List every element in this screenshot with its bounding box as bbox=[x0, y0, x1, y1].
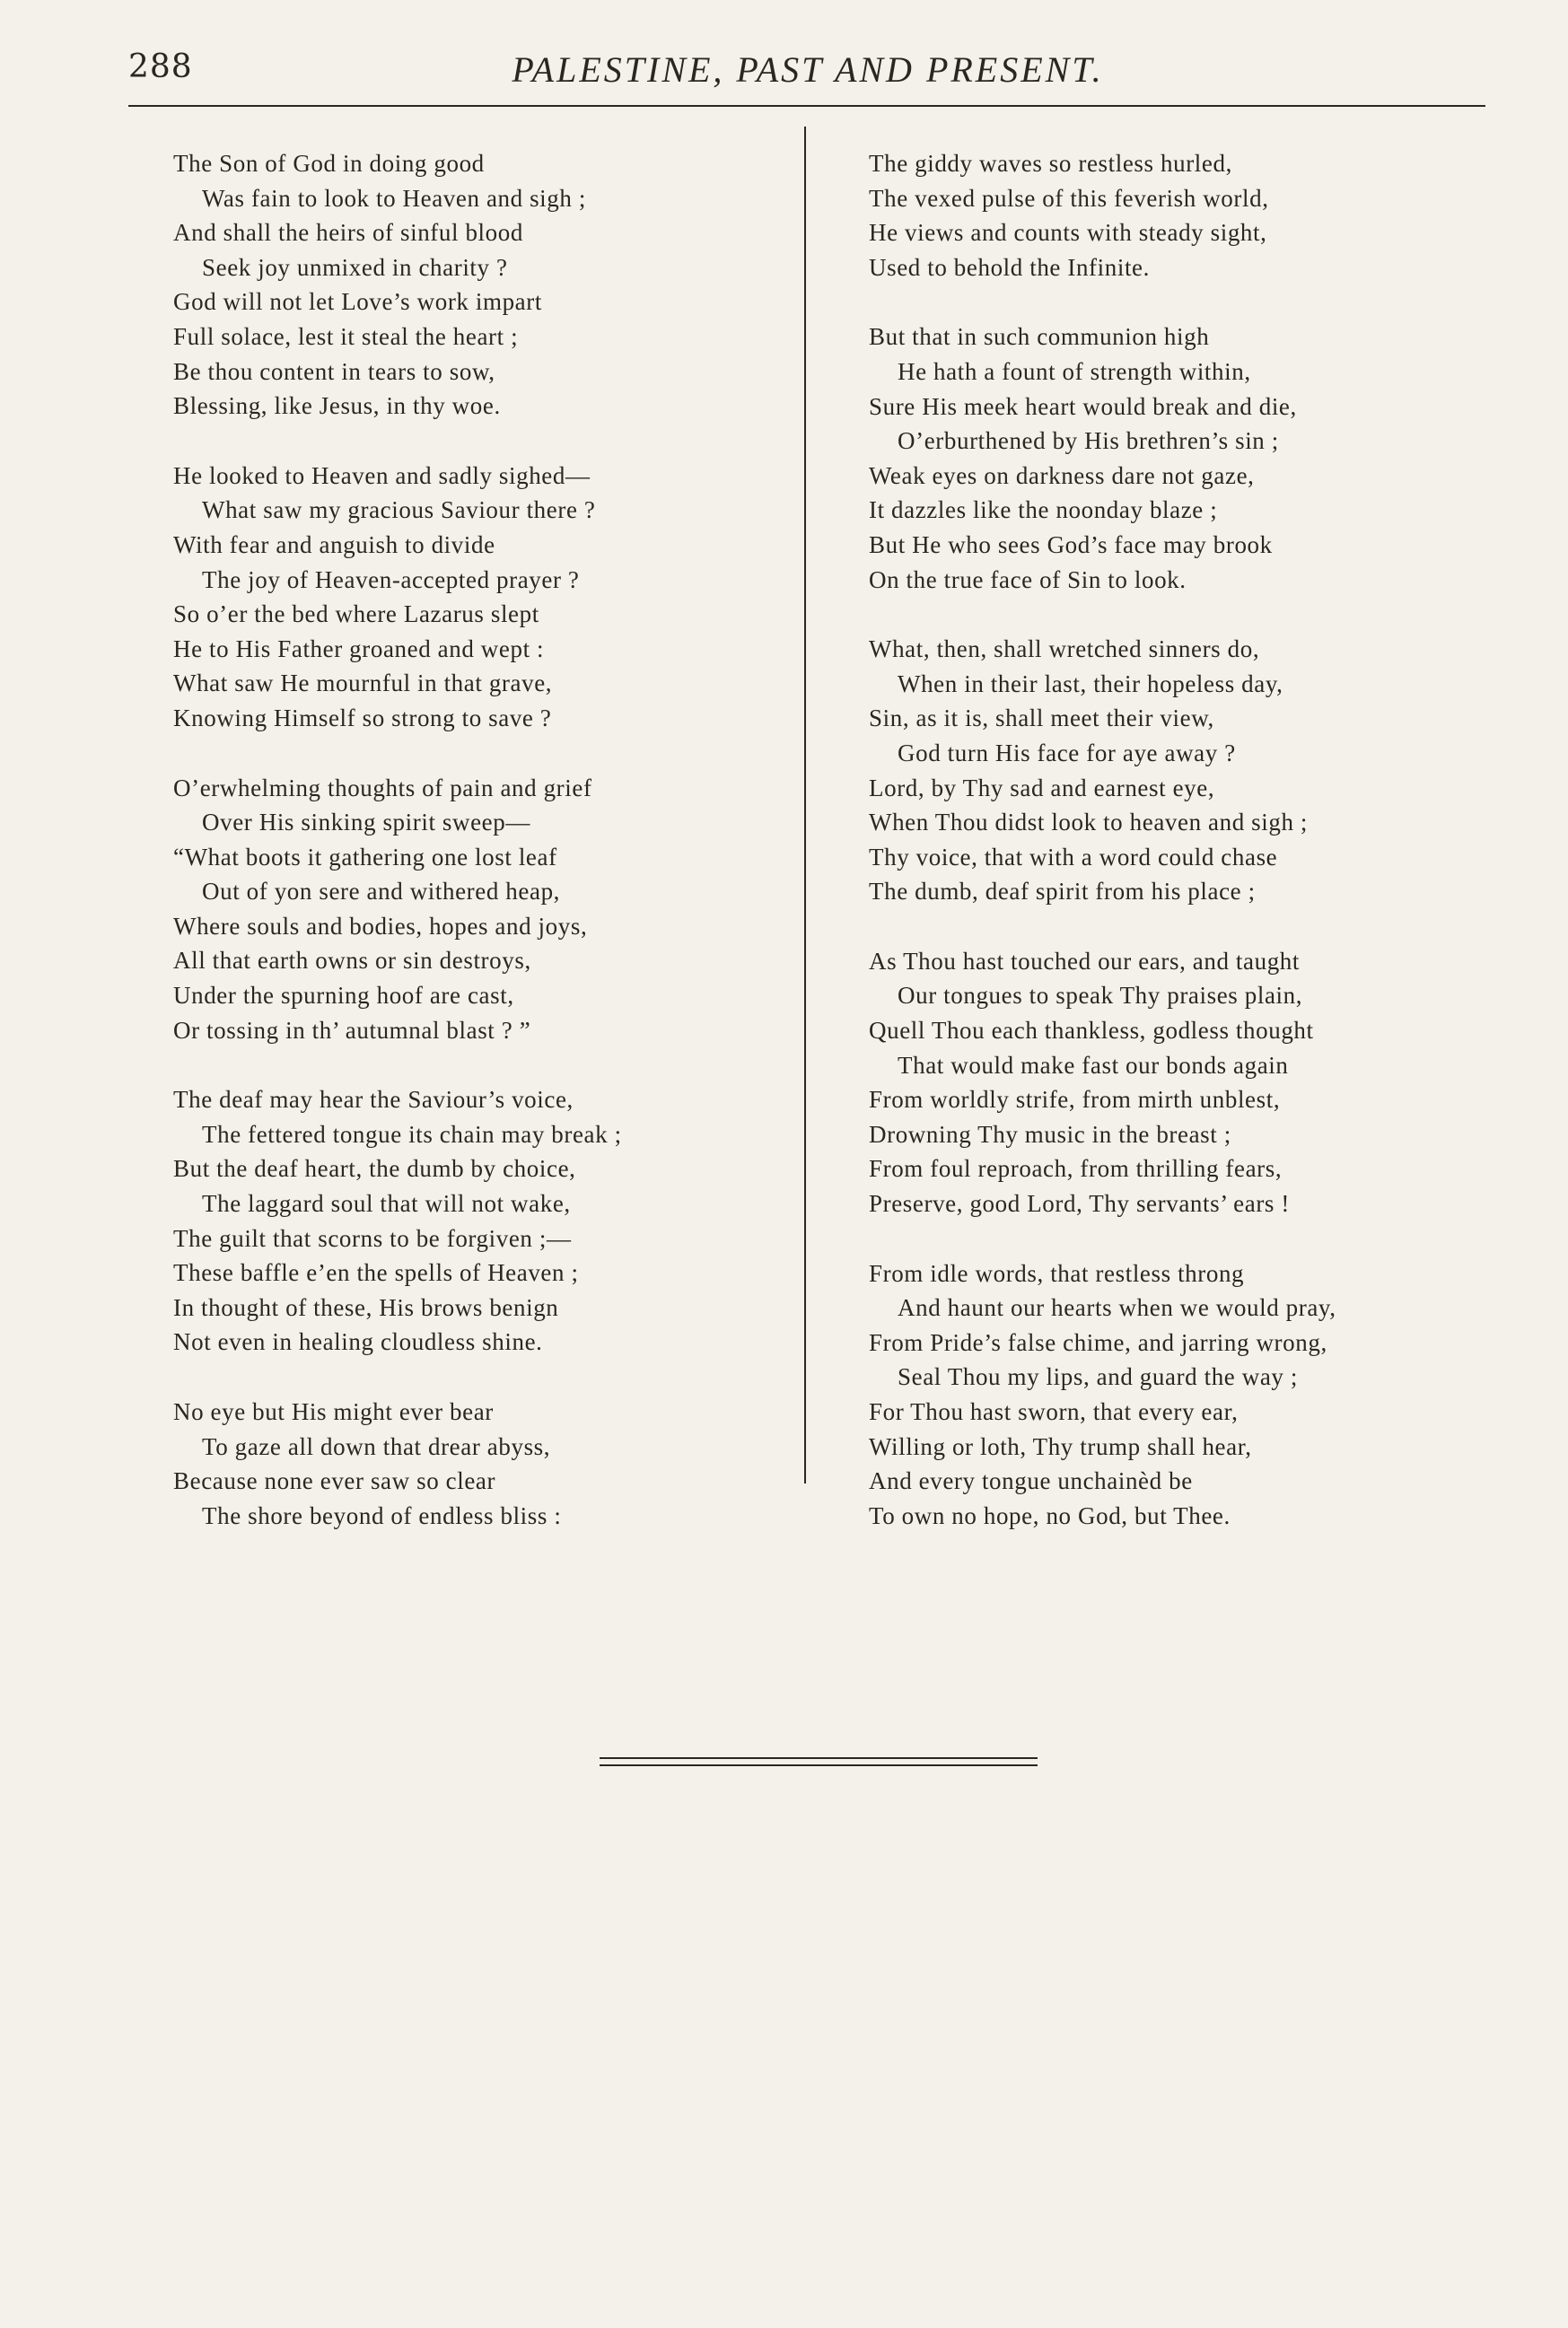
stanza bbox=[173, 1082, 828, 1360]
verse-line: Lord, by Thy sad and earnest eye, bbox=[869, 774, 1215, 801]
verse-line: Seal Thou my lips, and guard the way ; bbox=[898, 1363, 1298, 1391]
right-column bbox=[869, 146, 1524, 1568]
verse-line: To own no hope, no God, but Thee. bbox=[869, 1501, 1231, 1529]
running-title: PALESTINE, PAST AND PRESENT. bbox=[512, 49, 1104, 90]
verse-line: To gaze all down that drear abyss, bbox=[202, 1432, 551, 1460]
verse-line: Our tongues to speak Thy praises plain, bbox=[898, 982, 1303, 1010]
verse-line: With fear and anguish to divide bbox=[173, 530, 495, 558]
verse-line: Or tossing in th’ autumnal blast ? ” bbox=[173, 1016, 531, 1044]
stanza bbox=[173, 459, 828, 736]
stanza bbox=[173, 771, 828, 1048]
verse-line: Willing or loth, Thy trump shall hear, bbox=[869, 1432, 1252, 1460]
verse-line: O’erwhelming thoughts of pain and grief bbox=[173, 774, 592, 801]
left-column bbox=[173, 146, 828, 1568]
verse-line: From Pride’s false chime, and jarring wrong, bbox=[869, 1328, 1327, 1356]
verse-line: Preserve, good Lord, Thy servants’ ears ! bbox=[869, 1190, 1290, 1218]
verse-line: In thought of these, His brows benign bbox=[173, 1293, 559, 1321]
verse-line: The shore beyond of endless bliss : bbox=[202, 1501, 562, 1529]
verse-line: And shall the heirs of sinful blood bbox=[173, 219, 523, 247]
stanza bbox=[869, 944, 1524, 1221]
verse-line: Used to behold the Infinite. bbox=[869, 253, 1150, 281]
verse-line: Seek joy unmixed in charity ? bbox=[202, 253, 508, 281]
stanza bbox=[173, 1395, 828, 1533]
verse-line: And haunt our hearts when we would pray, bbox=[898, 1294, 1336, 1322]
verse-line: God will not let Love’s work impart bbox=[173, 288, 542, 316]
verse-line: Weak eyes on darkness dare not gaze, bbox=[869, 461, 1255, 489]
verse-line: He looked to Heaven and sadly sighed— bbox=[173, 461, 591, 489]
verse-line: The joy of Heaven-accepted prayer ? bbox=[202, 565, 580, 593]
stanza bbox=[869, 1256, 1524, 1534]
verse-line: The fettered tongue its chain may break ; bbox=[202, 1120, 622, 1148]
verse-line: From worldly strife, from mirth unblest, bbox=[869, 1086, 1281, 1114]
header-rule bbox=[128, 105, 1485, 107]
verse-line: And every tongue unchainèd be bbox=[869, 1467, 1193, 1495]
verse-line: The laggard soul that will not wake, bbox=[202, 1190, 571, 1218]
verse-line: From foul reproach, from thrilling fears, bbox=[869, 1155, 1283, 1183]
verse-line: Full solace, lest it steal the heart ; bbox=[173, 322, 519, 350]
verse-line: So o’er the bed where Lazarus slept bbox=[173, 600, 539, 628]
verse-line: O’erburthened by His brethren’s sin ; bbox=[898, 427, 1279, 455]
verse-line: Thy voice, that with a word could chase bbox=[869, 843, 1278, 871]
stanza bbox=[869, 632, 1524, 909]
verse-line: All that earth owns or sin destroys, bbox=[173, 947, 531, 975]
stanza bbox=[173, 146, 828, 424]
verse-line: “What boots it gathering one lost leaf bbox=[173, 843, 557, 871]
verse-line: The giddy waves so restless hurled, bbox=[869, 150, 1232, 177]
verse-line: Where souls and bodies, hopes and joys, bbox=[173, 912, 588, 940]
verse-line: When Thou didst look to heaven and sigh ; bbox=[869, 809, 1309, 836]
verse-line: From idle words, that restless throng bbox=[869, 1259, 1245, 1287]
verse-line: As Thou hast touched our ears, and taught bbox=[869, 947, 1301, 975]
stanza bbox=[869, 319, 1524, 597]
verse-line: No eye but His might ever bear bbox=[173, 1398, 494, 1425]
stanza bbox=[869, 146, 1524, 284]
verse-line: The guilt that scorns to be forgiven ;— bbox=[173, 1224, 572, 1252]
verse-line: Because none ever saw so clear bbox=[173, 1467, 496, 1495]
verse-line: Not even in healing cloudless shine. bbox=[173, 1328, 543, 1356]
verse-line: Be thou content in tears to sow, bbox=[173, 357, 495, 385]
verse-line: But that in such communion high bbox=[869, 323, 1210, 351]
verse-line: These baffle e’en the spells of Heaven ; bbox=[173, 1259, 579, 1287]
verse-line: On the true face of Sin to look. bbox=[869, 565, 1187, 593]
verse-line: Over His sinking spirit sweep— bbox=[202, 809, 530, 836]
verse-line: It dazzles like the noonday blaze ; bbox=[869, 496, 1218, 524]
verse-line: What, then, shall wretched sinners do, bbox=[869, 635, 1260, 663]
verse-line: He views and counts with steady sight, bbox=[869, 219, 1267, 247]
verse-line: That would make fast our bonds again bbox=[898, 1051, 1289, 1079]
verse-line: Was fain to look to Heaven and sigh ; bbox=[202, 184, 586, 212]
verse-line: Quell Thou each thankless, godless thought bbox=[869, 1017, 1314, 1045]
verse-line: But He who sees God’s face may brook bbox=[869, 530, 1273, 558]
verse-line: The dumb, deaf spirit from his place ; bbox=[869, 878, 1256, 906]
verse-line: He to His Father groaned and wept : bbox=[173, 635, 545, 662]
verse-line: But the deaf heart, the dumb by choice, bbox=[173, 1155, 576, 1183]
verse-line: The vexed pulse of this feverish world, bbox=[869, 184, 1269, 212]
verse-line: Knowing Himself so strong to save ? bbox=[173, 704, 552, 731]
verse-line: What saw He mournful in that grave, bbox=[173, 670, 553, 697]
verse-line: Under the spurning hoof are cast, bbox=[173, 982, 514, 1010]
verse-line: Sin, as it is, shall meet their view, bbox=[869, 705, 1214, 732]
page-number: 288 bbox=[128, 48, 193, 85]
verse-line: Out of yon sere and withered heap, bbox=[202, 878, 561, 906]
verse-line: Blessing, like Jesus, in thy woe. bbox=[173, 392, 501, 420]
verse-line: What saw my gracious Saviour there ? bbox=[202, 496, 596, 524]
verse-line: When in their last, their hopeless day, bbox=[898, 670, 1283, 697]
verse-line: For Thou hast sworn, that every ear, bbox=[869, 1398, 1239, 1425]
verse-line: Sure His meek heart would break and die, bbox=[869, 392, 1297, 420]
verse-line: He hath a fount of strength within, bbox=[898, 357, 1251, 385]
verse-line: Drowning Thy music in the breast ; bbox=[869, 1120, 1231, 1148]
footer-rule-top bbox=[600, 1757, 1038, 1759]
footer-rule-bottom bbox=[600, 1764, 1038, 1766]
verse-line: The deaf may hear the Saviour’s voice, bbox=[173, 1086, 574, 1114]
verse-line: The Son of God in doing good bbox=[173, 150, 485, 177]
verse-line: God turn His face for aye away ? bbox=[898, 739, 1236, 766]
